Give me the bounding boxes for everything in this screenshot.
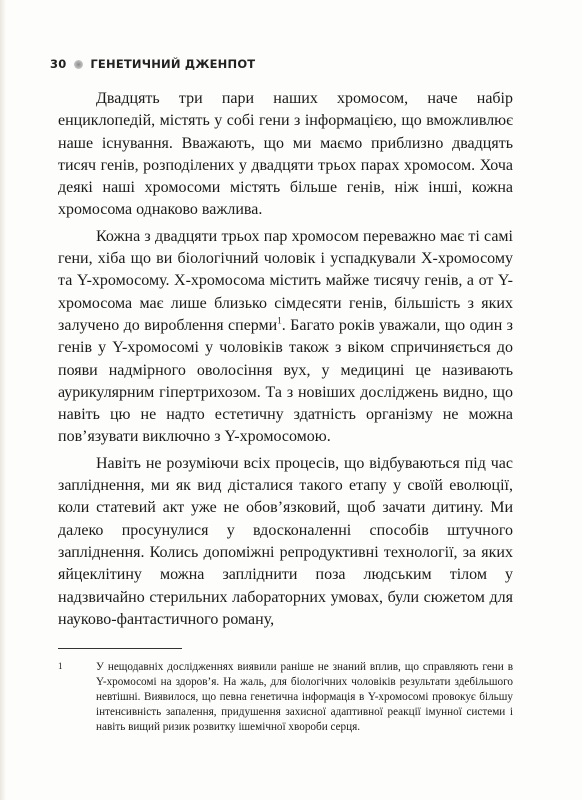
running-title: ГЕНЕТИЧНИЙ ДЖЕНПОТ — [90, 57, 256, 71]
body-text — [58, 88, 513, 631]
footnote-text: У нещодавніх дослідженнях виявили раніше не знаний вплив, що справляють гени в Y-хромосомі на здоров’я. На жаль, для біологічних чоловіків результати здебільшого невтішні. Виявилося, що певна генетична інформація в Y-хромосомі провокує більшу інтенсивність запалення, придушення захисної адаптивної реакції імунної системи і навіть вищий ризик розвитку ішемічної хвороби серця. — [96, 661, 513, 733]
running-head — [50, 57, 255, 71]
bullet-ornament-icon — [74, 60, 83, 69]
paragraph-2-continued: Багато років уважали, що один з генів у Y-хромосомі у чоловіків також з віком спричиняється до появи надмірного оволосіння вух, у медицині це називають аурикулярним гіпертрихозом. Та з новіших досліджень видно, що навіть цю не надто естетичну здатність організму не можна пов’язувати виключно з Y-хромосомою. — [58, 316, 513, 446]
paragraph-1: Двадцять три пари наших хромосом, наче набір енциклопедій, містять у собі гени з інформацією, що вможливлює наше існування. Вважають, що ми маємо приблизно двадцять тисяч генів, розподілених у двадцяти трьох парах хромосом. Хоча деякі наші хромосоми містять більше генів, ніж інші, кожна хромосома однаково важлива. — [58, 90, 513, 219]
page-gutter-shadow — [0, 0, 6, 800]
paragraph-2-text: Кожна з двадцяти трьох пар хромосом переважно має ті самі гени, хіба що ви біологічний чоловік і успадкували X-хромосому та Y-хромосому. X-хромосома містить майже тисячу генів, а от Y-хромосома має лише близько сімдесяти генів, більшість з яких залучено до вироблення сперми — [58, 227, 513, 334]
footnote — [58, 660, 513, 735]
footnote-reference: 1 — [277, 315, 282, 326]
paragraph-2: Кожна з двадцяти трьох пар хромосом переважно має ті самі гени, хіба що ви біологічний чоловік і успадкували X-хромосому та Y-хромосому. X-хромосома містить майже тисячу генів, а от Y-хромосома має лише близько сімдесяти генів, більшість з яких залучено до вироблення сперми$^1$. Багато років уважали, що один з генів у Y-хромосомі у чоловіків також з віком спричиняється до появи надмірного оволосіння вух, у медицині це називають аурикулярним гіпертрихозом. Та з новіших досліджень видно, що навіть цю не надто естетичну здатність організму не можна пов’язувати виключно з Y-хромосомою. — [58, 227, 513, 446]
footnote-divider — [58, 648, 182, 649]
footnote-number: 1 — [58, 661, 63, 671]
paragraph-3: Навіть не розуміючи всіх процесів, що відбуваються під час запліднення, ми як вид дісталися такого етапу у своїй еволюції, коли статевий акт уже не обов’язковий, щоб зачати дитину. Ми далеко просунулися у вдосконаленні способів штучного запліднення. Колись допоміжні репродуктивні технології, за яких яйцеклітину можна запліднити поза людським тілом у надзвичайно стерильних лабораторних умовах, були сюжетом для науково-фантастичного роману, — [58, 454, 513, 628]
page-number: 30 — [50, 57, 67, 71]
